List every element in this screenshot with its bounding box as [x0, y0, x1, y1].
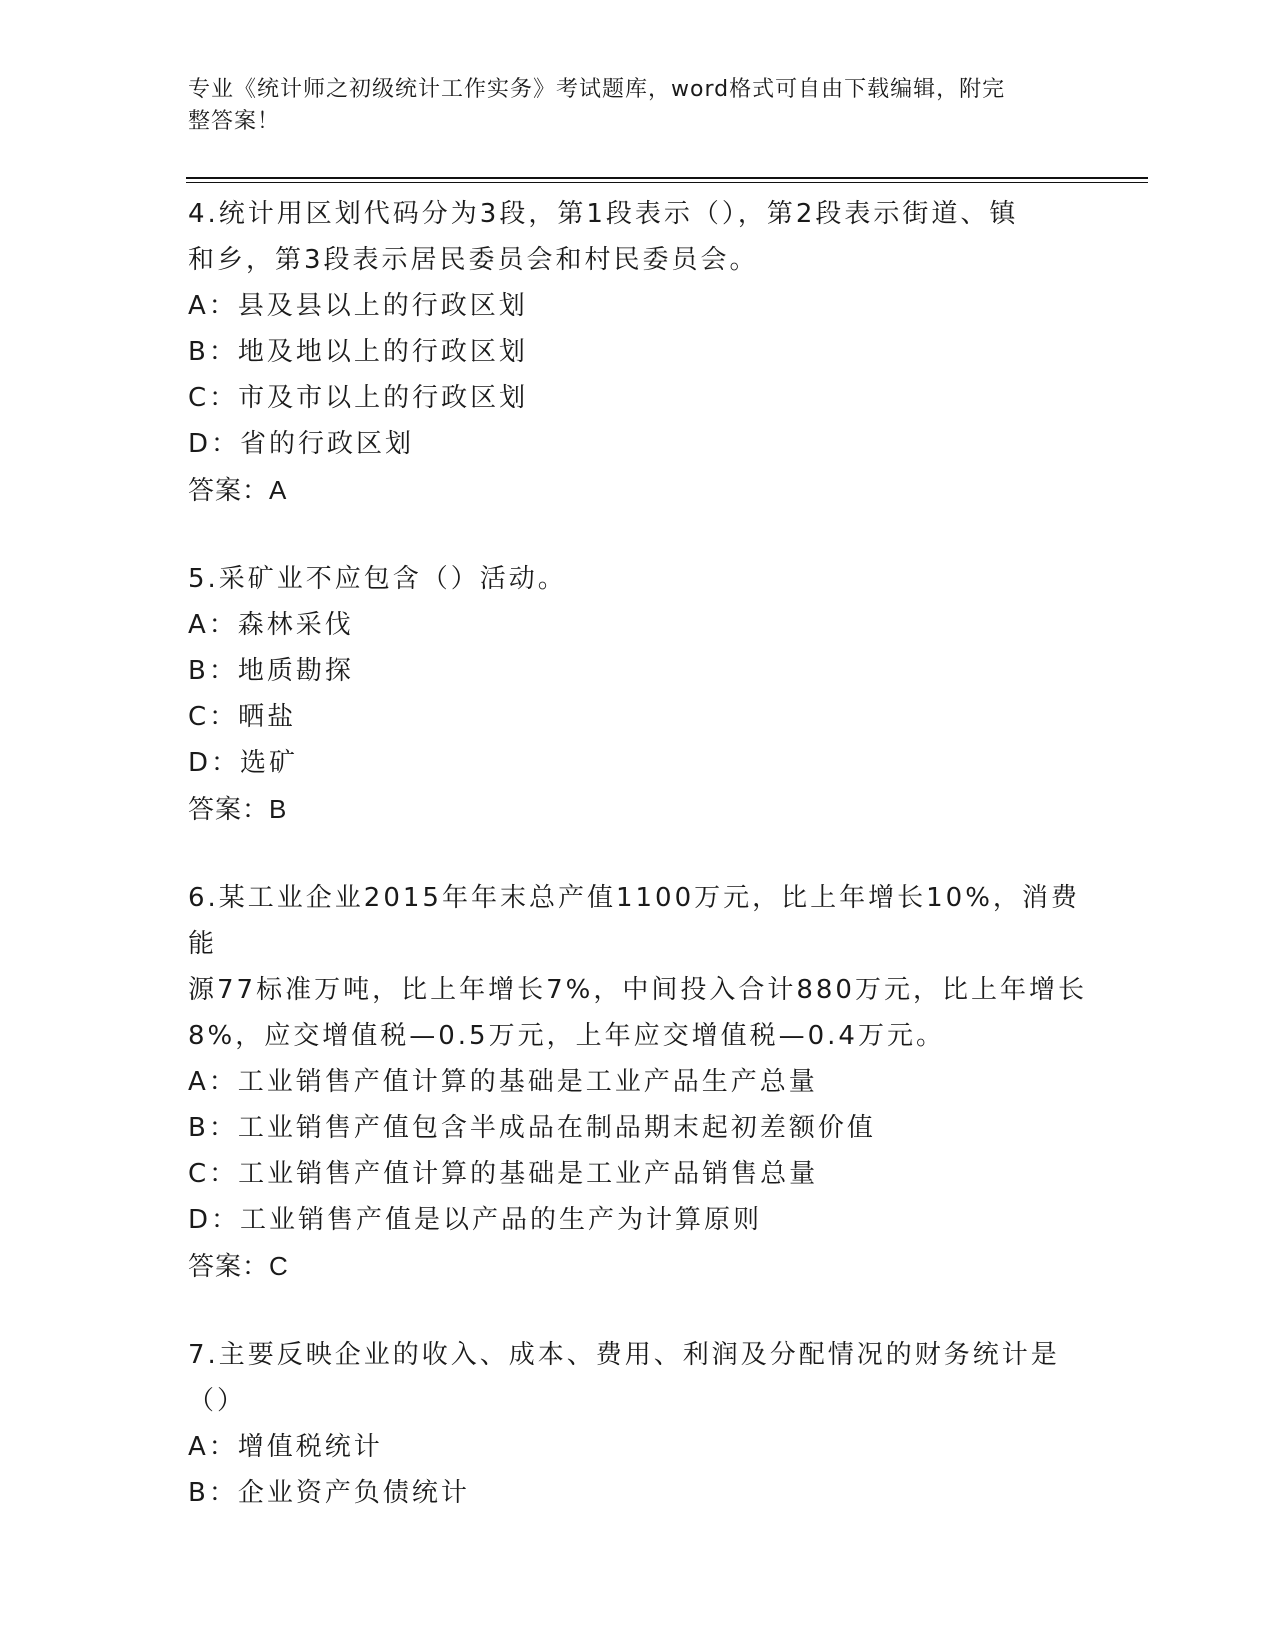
option-b: B：地及地以上的行政区划	[188, 337, 528, 367]
header-divider-thick	[186, 177, 1148, 179]
question-stem-line: 7.主要反映企业的收入、成本、费用、利润及分配情况的财务统计是	[188, 1340, 1060, 1370]
answer-line: 答案：B	[188, 794, 288, 824]
question-5	[188, 556, 1088, 832]
question-stem-line: 4.统计用区划代码分为3段，第1段表示（），第2段表示街道、镇	[188, 199, 1019, 229]
question-stem-line: 源77标准万吨，比上年增长7%，中间投入合计880万元，比上年增长	[188, 975, 1087, 1005]
question-spacer	[188, 1289, 1088, 1332]
question-stem-line: 5.采矿业不应包含（）活动。	[188, 564, 567, 594]
option-a: A：森林采伐	[188, 610, 354, 640]
question-spacer	[188, 513, 1088, 556]
option-c: C：市及市以上的行政区划	[188, 383, 529, 413]
question-list	[188, 191, 1088, 1516]
answer-line: 答案：A	[188, 475, 288, 505]
question-stem-line: （）	[188, 1386, 247, 1416]
header-line-2: 整答案！	[188, 109, 281, 134]
option-d: D：工业销售产值是以产品的生产为计算原则	[188, 1205, 763, 1235]
option-c: C：工业销售产值计算的基础是工业产品销售总量	[188, 1159, 819, 1189]
question-6	[188, 875, 1088, 1289]
option-d: D：选矿	[188, 748, 299, 778]
header-line-1: 专业《统计师之初级统计工作实务》考试题库，word格式可自由下载编辑，附完	[188, 77, 1006, 102]
option-d: D：省的行政区划	[188, 429, 415, 459]
question-spacer	[188, 832, 1088, 875]
option-a: A：工业销售产值计算的基础是工业产品生产总量	[188, 1067, 818, 1097]
option-a: A：增值税统计	[188, 1432, 383, 1462]
question-4	[188, 191, 1088, 513]
question-stem-line: 8%，应交增值税—0.5万元，上年应交增值税—0.4万元。	[188, 1021, 945, 1051]
option-a: A：县及县以上的行政区划	[188, 291, 528, 321]
option-c: C：晒盐	[188, 702, 297, 732]
answer-line: 答案：C	[188, 1251, 289, 1281]
header-divider-thin	[186, 182, 1148, 183]
question-7	[188, 1332, 1088, 1516]
question-stem-line: 6.某工业企业2015年年末总产值1100万元，比上年增长10%，消费能	[188, 883, 1080, 959]
document-header	[188, 74, 1068, 138]
option-b: B：工业销售产值包含半成品在制品期末起初差额价值	[188, 1113, 876, 1143]
question-stem-line: 和乡，第3段表示居民委员会和村民委员会。	[188, 245, 759, 275]
option-b: B：企业资产负债统计	[188, 1478, 470, 1508]
option-b: B：地质勘探	[188, 656, 354, 686]
